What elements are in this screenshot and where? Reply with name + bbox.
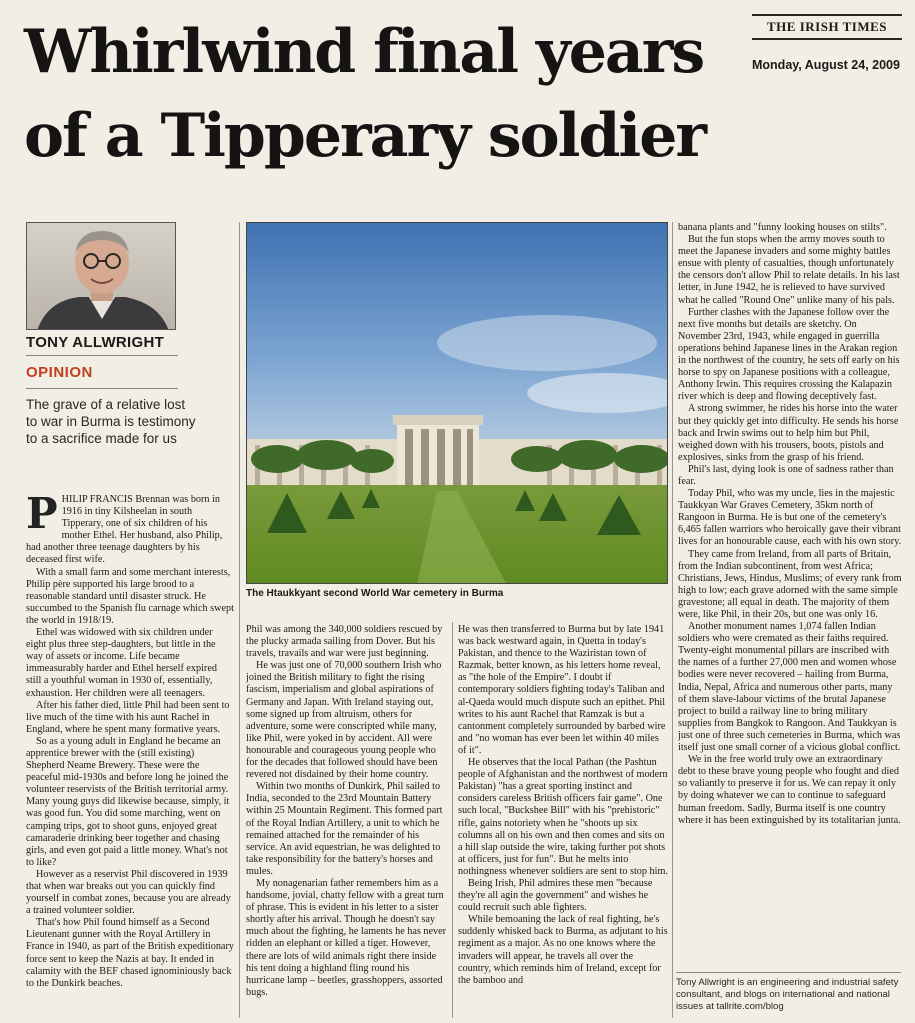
article-column-3 [458, 624, 668, 1018]
paragraph: Further clashes with the Japanese follow over the next five months but details are sketchy. On November 23rd, 1943, while engaged in guerrilla operations behind Japanese lines in the Arakan region in the northwest of the country, he sets off early on his horse to spy on Japanese positions with a colleague, Anthony Irwin. This requires crossing the Kalapazin river which is deep and flowing deceptively fast. [678, 306, 900, 403]
paragraph: We in the free world truly owe an extraordinary debt to these brave young people who fought and died so valiantly to preserve it for us. We can repay it only by doing whatever we can to continue to safeguard human freedom. Sadly, Burma itself is one country where it has been extinguished by its totalitarian junta. [678, 754, 901, 826]
paragraph: Today Phil, who was my uncle, lies in the majestic Taukkyan War Graves Cemetery, 35km north of Rangoon in Burma. He is but one of the cemetery's 6,465 fallen warriors who heroically gave their vibrant lives for an honourable cause, each with his own story. [678, 488, 902, 548]
byline: TONY ALLWRIGHT [26, 334, 178, 356]
headline-line-2: of a Tipperary soldier [24, 101, 705, 171]
column-rule [239, 222, 240, 1018]
headline-line-1: Whirlwind final years [24, 17, 704, 87]
section-label: OPINION [26, 364, 93, 381]
paragraph: However as a reservist Phil discovered in 1939 that when war breaks out you can quickly find yourself in combat zones, because you are already a trained volunteer soldier. [26, 868, 231, 917]
paragraph: banana plants and "funny looking houses on stilts". [678, 222, 887, 233]
paragraph: Another monument names 1,074 fallen Indian soldiers who were cremated as their faiths required. Twenty-eight monumental pillars are inscribed with the names of a further 27,000 men and women whose bodies were never recovered – hailing from Burma, India, Nepal, Africa and numerous other parts, many of them slave-labour victims of the brutal Japanese project to build a railway line to bring military supplies from Bangkok to Rangoon. And Taukkyan is just one of three such cemeteries in Burma, which was itself just one small corner of a vicious global conflict. [678, 621, 901, 754]
cemetery-photo [246, 222, 668, 584]
article-column-1 [26, 494, 234, 1018]
photo-caption: The Htaukkyant second World War cemetery in Burma [246, 588, 504, 599]
paragraph: With a small farm and some merchant interests, Philip père supported his large brood to a reasonable standard until disaster struck. He succumbed to the Spanish flu carnage which swept the world in 1918/19. [26, 566, 234, 626]
paragraph: My nonagenarian father remembers him as a handsome, jovial, chatty fellow with a great turn of phrase. This is evident in his letter to a sister shortly after his arrival. Though he doesn't say much about the fighting, he laments he has never ridden an elephant or killed a tiger. However, there are lots of wild animals right there inside his tent doing a highland fling round his hurricane lamp – beetles, grasshoppers, assorted bugs. [246, 877, 447, 998]
paragraph: Ethel was widowed with six children under eight plus three step-daughters, but little in the way of assets or income. Life became immeasurably harder and Ethel herself expired still a youthful woman in 1930 of, essentially, exhaustion. Her children were all teenagers. [26, 627, 217, 699]
author-portrait-image [27, 223, 176, 330]
paragraph: That's how Phil found himself as a Second Lieutenant gunner with the Royal Artillery in France in 1940, as part of the British expeditionary force sent to keep the Nazis at bay. It ended in calamity with the BEF chased ignominiously back to the Dunkirk beaches. [26, 917, 234, 989]
column-rule [672, 222, 673, 1018]
paragraph: He observes that the local Pathan (the Pashtun people of Afghanistan and the northwest of modern Pakistan) "has a great sporting instinct and considers careless British officers fair game". One such local, "Buckshee Bill" with his "prehistoric" rifle, gains notoriety when he "shoots up six columns all on his own and then comes and sits on a hill slap outside the wire, taking further pot shots at officers, just for fun". But he melts into nothingness whenever soldiers are sent to stop him. [458, 757, 668, 877]
dateline: Monday, August 24, 2009 [752, 58, 900, 72]
paragraph: So as a young adult in England he became an apprentice brewer with the (still existing) Shepherd Neame Brewery. These were the peaceful mid-1930s and before long he joined the volunteer reservists of the British territorial army. Many young guys did likewise because, simply, it was good fun. You did some marching, went on camping trips, got to shoot guns, enjoyed great camaraderie drinking beer together and chasing girls, and even got paid a little money. What's not to like? [26, 735, 230, 868]
cemetery-photo-image [247, 223, 668, 584]
paragraph: They came from Ireland, from all parts of Britain, from the Indian subcontinent, from west Africa; Christians, Jews, Hindus, Muslims; of every rank from high to low; each grave adorned with the same simple gravestone; all equal in death. The majority of them were, like Phil, in their 20s, but one was only 16. [678, 548, 902, 620]
article-column-2 [246, 624, 448, 1018]
article-column-4 [678, 222, 902, 968]
section-rule [26, 388, 178, 389]
drop-cap: P [26, 494, 58, 538]
paragraph: Within two months of Dunkirk, Phil sailed to India, seconded to the 23rd Mountain Battery within 25 Mountain Regiment. This formed part of the Royal Indian Artillery, a unit to which he remained attached for the remainder of his service. An avid equestrian, he was delighted to take responsibility for the battery's horses and mules. [246, 781, 443, 877]
author-portrait [26, 222, 176, 330]
author-bio: Tony Allwright is an engineering and industrial safety consultant, and blogs on international and national issues at tallrite.com/blog [676, 972, 901, 1013]
paragraph: While bemoaning the lack of real fighting, he's suddenly whisked back to Burma, as adjutant to his regiment as a major. As no one knows where the invaders will appear, he travels all over the country, which reminds him of Ireland, except for the bamboo and [458, 914, 668, 986]
paragraph: After his father died, little Phil had been sent to live much of the time with his aunt Rachel in England, where he spent many formative years. [26, 699, 230, 735]
paragraph: Phil was among the 340,000 soldiers rescued by the plucky armada sailing from Dover. But his travels, travails and war were just beginning. [246, 624, 443, 660]
column-rule [452, 622, 453, 1018]
paragraph: Phil's last, dying look is one of sadness rather than fear. [678, 463, 894, 487]
paragraph: Being Irish, Phil admires these men "because they're all agin the government" and wishes he could recruit such able fighters. [458, 877, 653, 914]
headline [24, 10, 744, 178]
paragraph: He was then transferred to Burma but by late 1941 was back westward again, in Quetta in today's Pakistan, and thence to the Waziristan town of Razmak, better known, as his letters home reveal, as "the hole of the Empire". I doubt if contemporary soldiers fighting today's Taliban and al-Qaeda would much dispute such an epithet. Phil writes to his aunt Rachel that Ramzak is but a cantonment completely surrounded by barbed wire and "no woman has ever been let within 40 miles of it". [458, 624, 666, 756]
paragraph: A strong swimmer, he rides his horse into the water but they quickly get into difficulty. He sends his horse back and Irwin swims out to help him but Phil, weighed down with his trousers, boots, pistols and explosives, sinks from the grasp of his friend. [678, 403, 899, 463]
paragraph: PHILIP FRANCIS Brennan was born in 1916 in tiny Kilsheelan in south Tipperary, one of six children of his mother Ethel. Her husband, also Philip, had another three teenage daughters by his deceased first wife. [26, 494, 223, 566]
paragraph: He was just one of 70,000 southern Irish who joined the British military to fight the rising fascism, imperialism and global aspirations of Germany and Japan. With Ireland staying out, some signed up from altruism, others for adventure, some were conscripted while many, like Phil, were yoked in by accident. All were honourable and courageous young people who for the decades that followed should have been revered not disdained by their home country. [246, 660, 442, 781]
paragraph: But the fun stops when the army moves south to meet the Japanese invaders and some mighty battles ensue with plenty of casualties, though unfortunately the censors don't allow Phil to relate details. In his last letter, in June 1942, he is relieved to have survived what he called "Round One" unlike many of his pals. [678, 234, 900, 306]
standfirst: The grave of a relative lost to war in Burma is testimony to a sacrifice made for us [26, 397, 196, 446]
masthead: THE IRISH TIMES [752, 14, 902, 40]
